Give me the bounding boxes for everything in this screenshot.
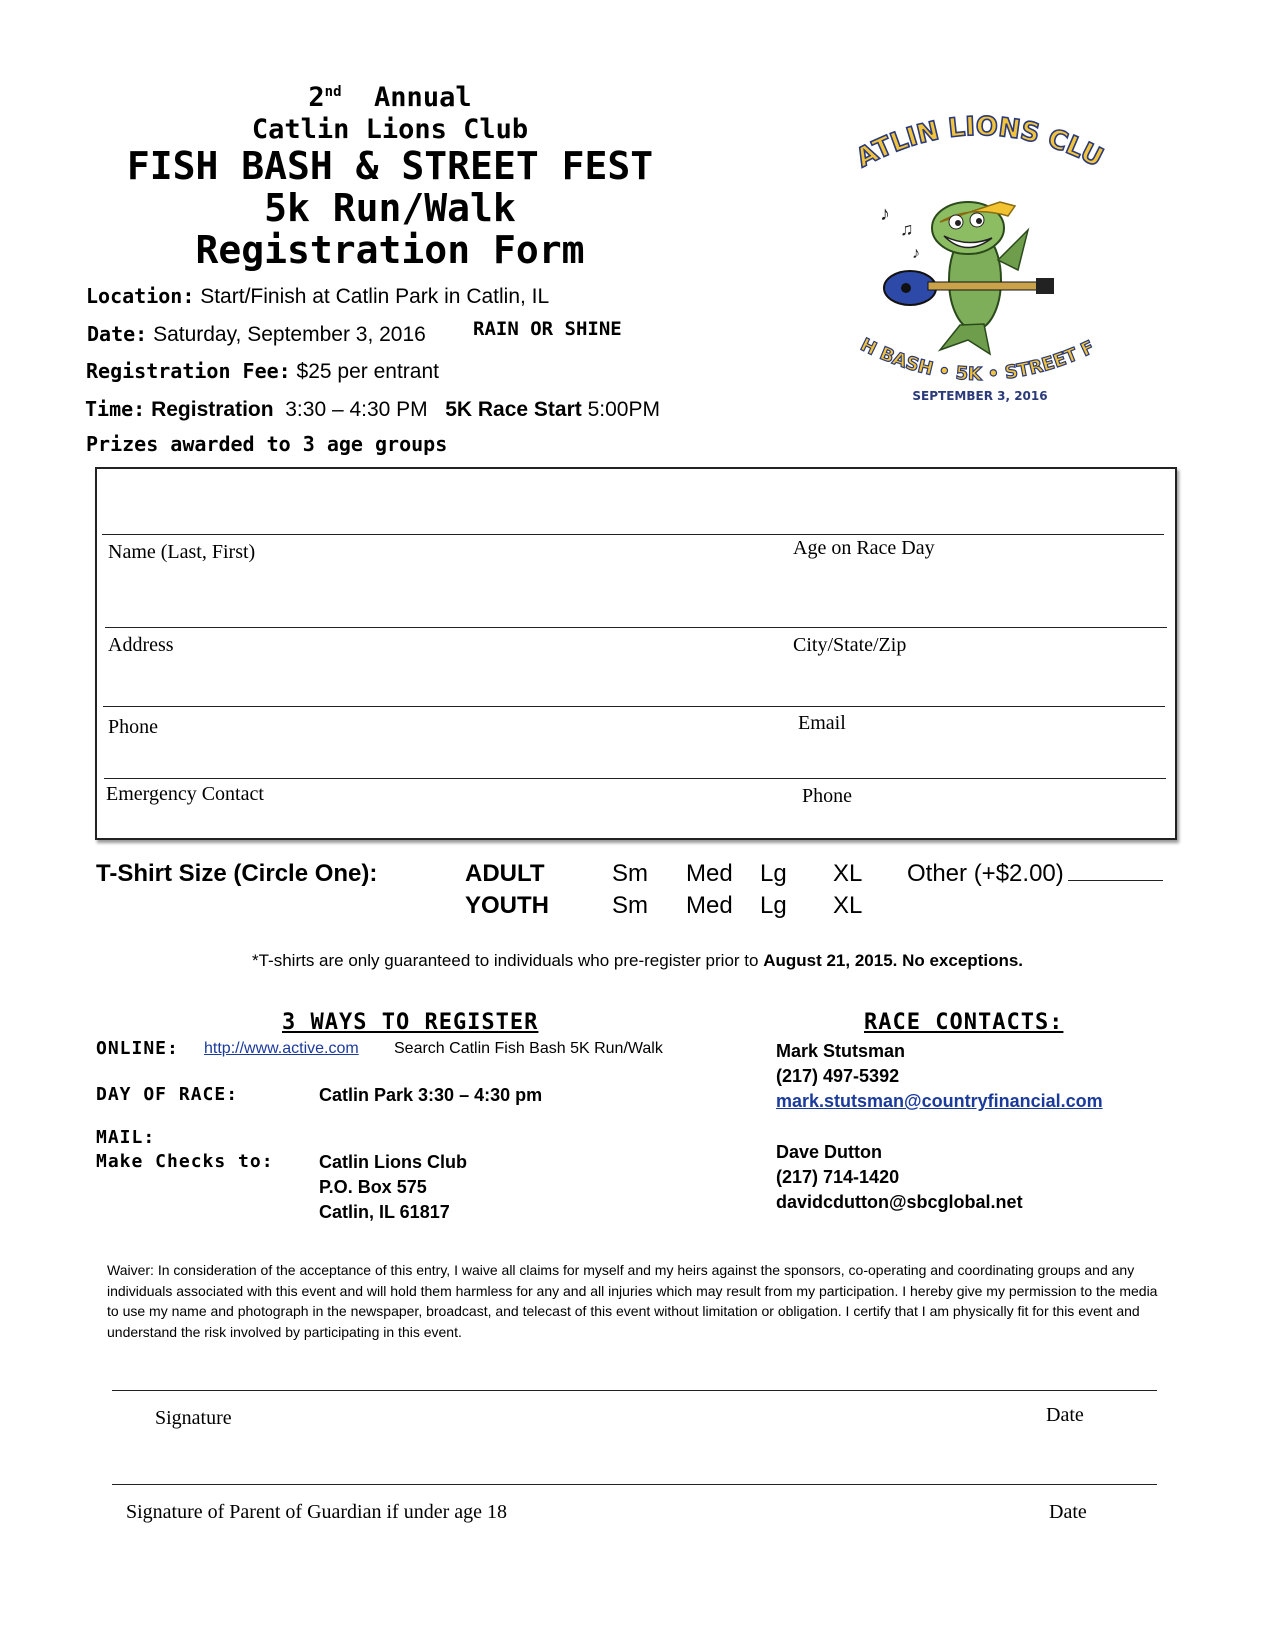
contact2-email: davidcdutton@sbcglobal.net (776, 1192, 1023, 1212)
time-line: Time: Registration 3:30 – 4:30 PM 5K Race Start 5:00PM (85, 397, 660, 421)
mail-address-line3: Catlin, IL 61817 (319, 1202, 450, 1222)
adult-size-other[interactable]: Other (+$2.00) (907, 860, 1064, 887)
online-label: ONLINE: (96, 1038, 179, 1059)
name-field-label: Name (Last, First) (108, 541, 256, 563)
signature-date-label: Date (1046, 1404, 1084, 1426)
city-state-zip-field-label: City/State/Zip (793, 634, 907, 656)
mail-address-line1: Catlin Lions Club (319, 1152, 467, 1172)
logo-date-text: SEPTEMBER 3, 2016 (912, 389, 1048, 403)
page-title: Registration Form (195, 228, 585, 272)
svg-text:CATLIN LIONS CLUB (840, 110, 1108, 174)
music-notes-icon (880, 203, 920, 262)
header-club-name: Catlin Lions Club (251, 114, 529, 145)
header-event-title: FISH BASH & STREET FEST (126, 144, 654, 188)
name-line[interactable] (102, 534, 1164, 535)
youth-size-med[interactable]: Med (686, 892, 733, 919)
adult-size-lg[interactable]: Lg (760, 860, 787, 887)
signature-label: Signature (155, 1407, 232, 1429)
waiver-text: Waiver: In consideration of the acceptance of this entry, I waive all claims for myself and my heirs against the sponsors, co-operating and coordinating groups and any individuals associated with this event and will hold them harmless for any and all injuries which may result from my participation. I hereby give my permission to the media to use my name and photograph in the newspaper, broadcast, and telecast of this event without limitation or obligation. I certify that I am physically fit for this event and understand the risk involved by participating in this event. (107, 1262, 1158, 1340)
contact1-email-link[interactable]: mark.stutsman@countryfinancial.com (776, 1091, 1103, 1111)
logo-bottom-text: H BASH • 5K • STREET F (857, 334, 1098, 386)
ways-to-register-title: 3 WAYS TO REGISTER (282, 1010, 539, 1035)
date-line: Date: Saturday, September 3, 2016 (87, 322, 426, 346)
mail-label: MAIL: (96, 1127, 156, 1148)
age-field-label: Age on Race Day (793, 537, 935, 559)
tshirt-adult-label: ADULT (465, 860, 545, 887)
fish-mascot-icon (932, 202, 1028, 354)
contact2-phone: (217) 714-1420 (776, 1167, 900, 1187)
adult-size-sm[interactable]: Sm (612, 860, 648, 887)
online-note: Search Catlin Fish Bash 5K Run/Walk (394, 1040, 663, 1057)
youth-size-xl[interactable]: XL (833, 892, 863, 919)
youth-size-sm[interactable]: Sm (612, 892, 648, 919)
svg-text:♫: ♫ (900, 219, 914, 239)
adult-size-med[interactable]: Med (686, 860, 733, 887)
email-field-label: Email (798, 712, 846, 734)
adult-size-xl[interactable]: XL (833, 860, 863, 887)
day-of-race-value: Catlin Park 3:30 – 4:30 pm (319, 1085, 543, 1105)
svg-text:♪: ♪ (880, 203, 890, 225)
fee-line: Registration Fee: $25 per entrant (86, 359, 439, 383)
checks-label: Make Checks to: (96, 1151, 274, 1172)
prizes-line: Prizes awarded to 3 age groups (86, 432, 448, 456)
race-contacts-title: RACE CONTACTS: (864, 1010, 1064, 1035)
signature-line[interactable] (112, 1390, 1157, 1391)
location-line: Location: Start/Finish at Catlin Park in Catlin, IL (86, 284, 550, 308)
day-of-race-label: DAY OF RACE: (96, 1084, 239, 1105)
emergency-phone-field-label: Phone (802, 785, 852, 807)
other-size-line[interactable] (1068, 880, 1163, 881)
guardian-signature-label: Signature of Parent of Guardian if under age 18 (126, 1501, 507, 1523)
rain-or-shine: RAIN OR SHINE (473, 318, 622, 340)
contact1-name: Mark Stutsman (776, 1041, 906, 1061)
youth-size-lg[interactable]: Lg (760, 892, 787, 919)
tshirt-note: *T-shirts are only guaranteed to individuals who pre-register prior to August 21, 2015. No exceptions. (251, 951, 1024, 970)
online-url-link[interactable]: http://www.active.com (204, 1040, 359, 1057)
address-line[interactable] (105, 627, 1167, 628)
emergency-contact-field-label: Emergency Contact (106, 783, 264, 805)
contact2-name: Dave Dutton (776, 1142, 883, 1162)
catlin-lions-club-logo (840, 110, 1120, 430)
logo-top-text: ATLIN LIONS CLU (851, 111, 1108, 174)
tshirt-youth-label: YOUTH (465, 892, 549, 919)
emergency-line[interactable] (104, 778, 1166, 779)
phone-field-label: Phone (108, 716, 158, 738)
header-line-annual: 2nd Annual (308, 82, 472, 113)
guardian-signature-line[interactable] (112, 1484, 1157, 1485)
tshirt-size-label: T-Shirt Size (Circle One): (96, 860, 378, 887)
phone-line[interactable] (103, 706, 1165, 707)
guardian-date-label: Date (1049, 1501, 1087, 1523)
mail-address-line2: P.O. Box 575 (319, 1177, 427, 1197)
svg-text:♪: ♪ (912, 245, 920, 262)
header-event-subtitle: 5k Run/Walk (264, 186, 516, 230)
contact1-phone: (217) 497-5392 (776, 1066, 900, 1086)
address-field-label: Address (108, 634, 174, 656)
